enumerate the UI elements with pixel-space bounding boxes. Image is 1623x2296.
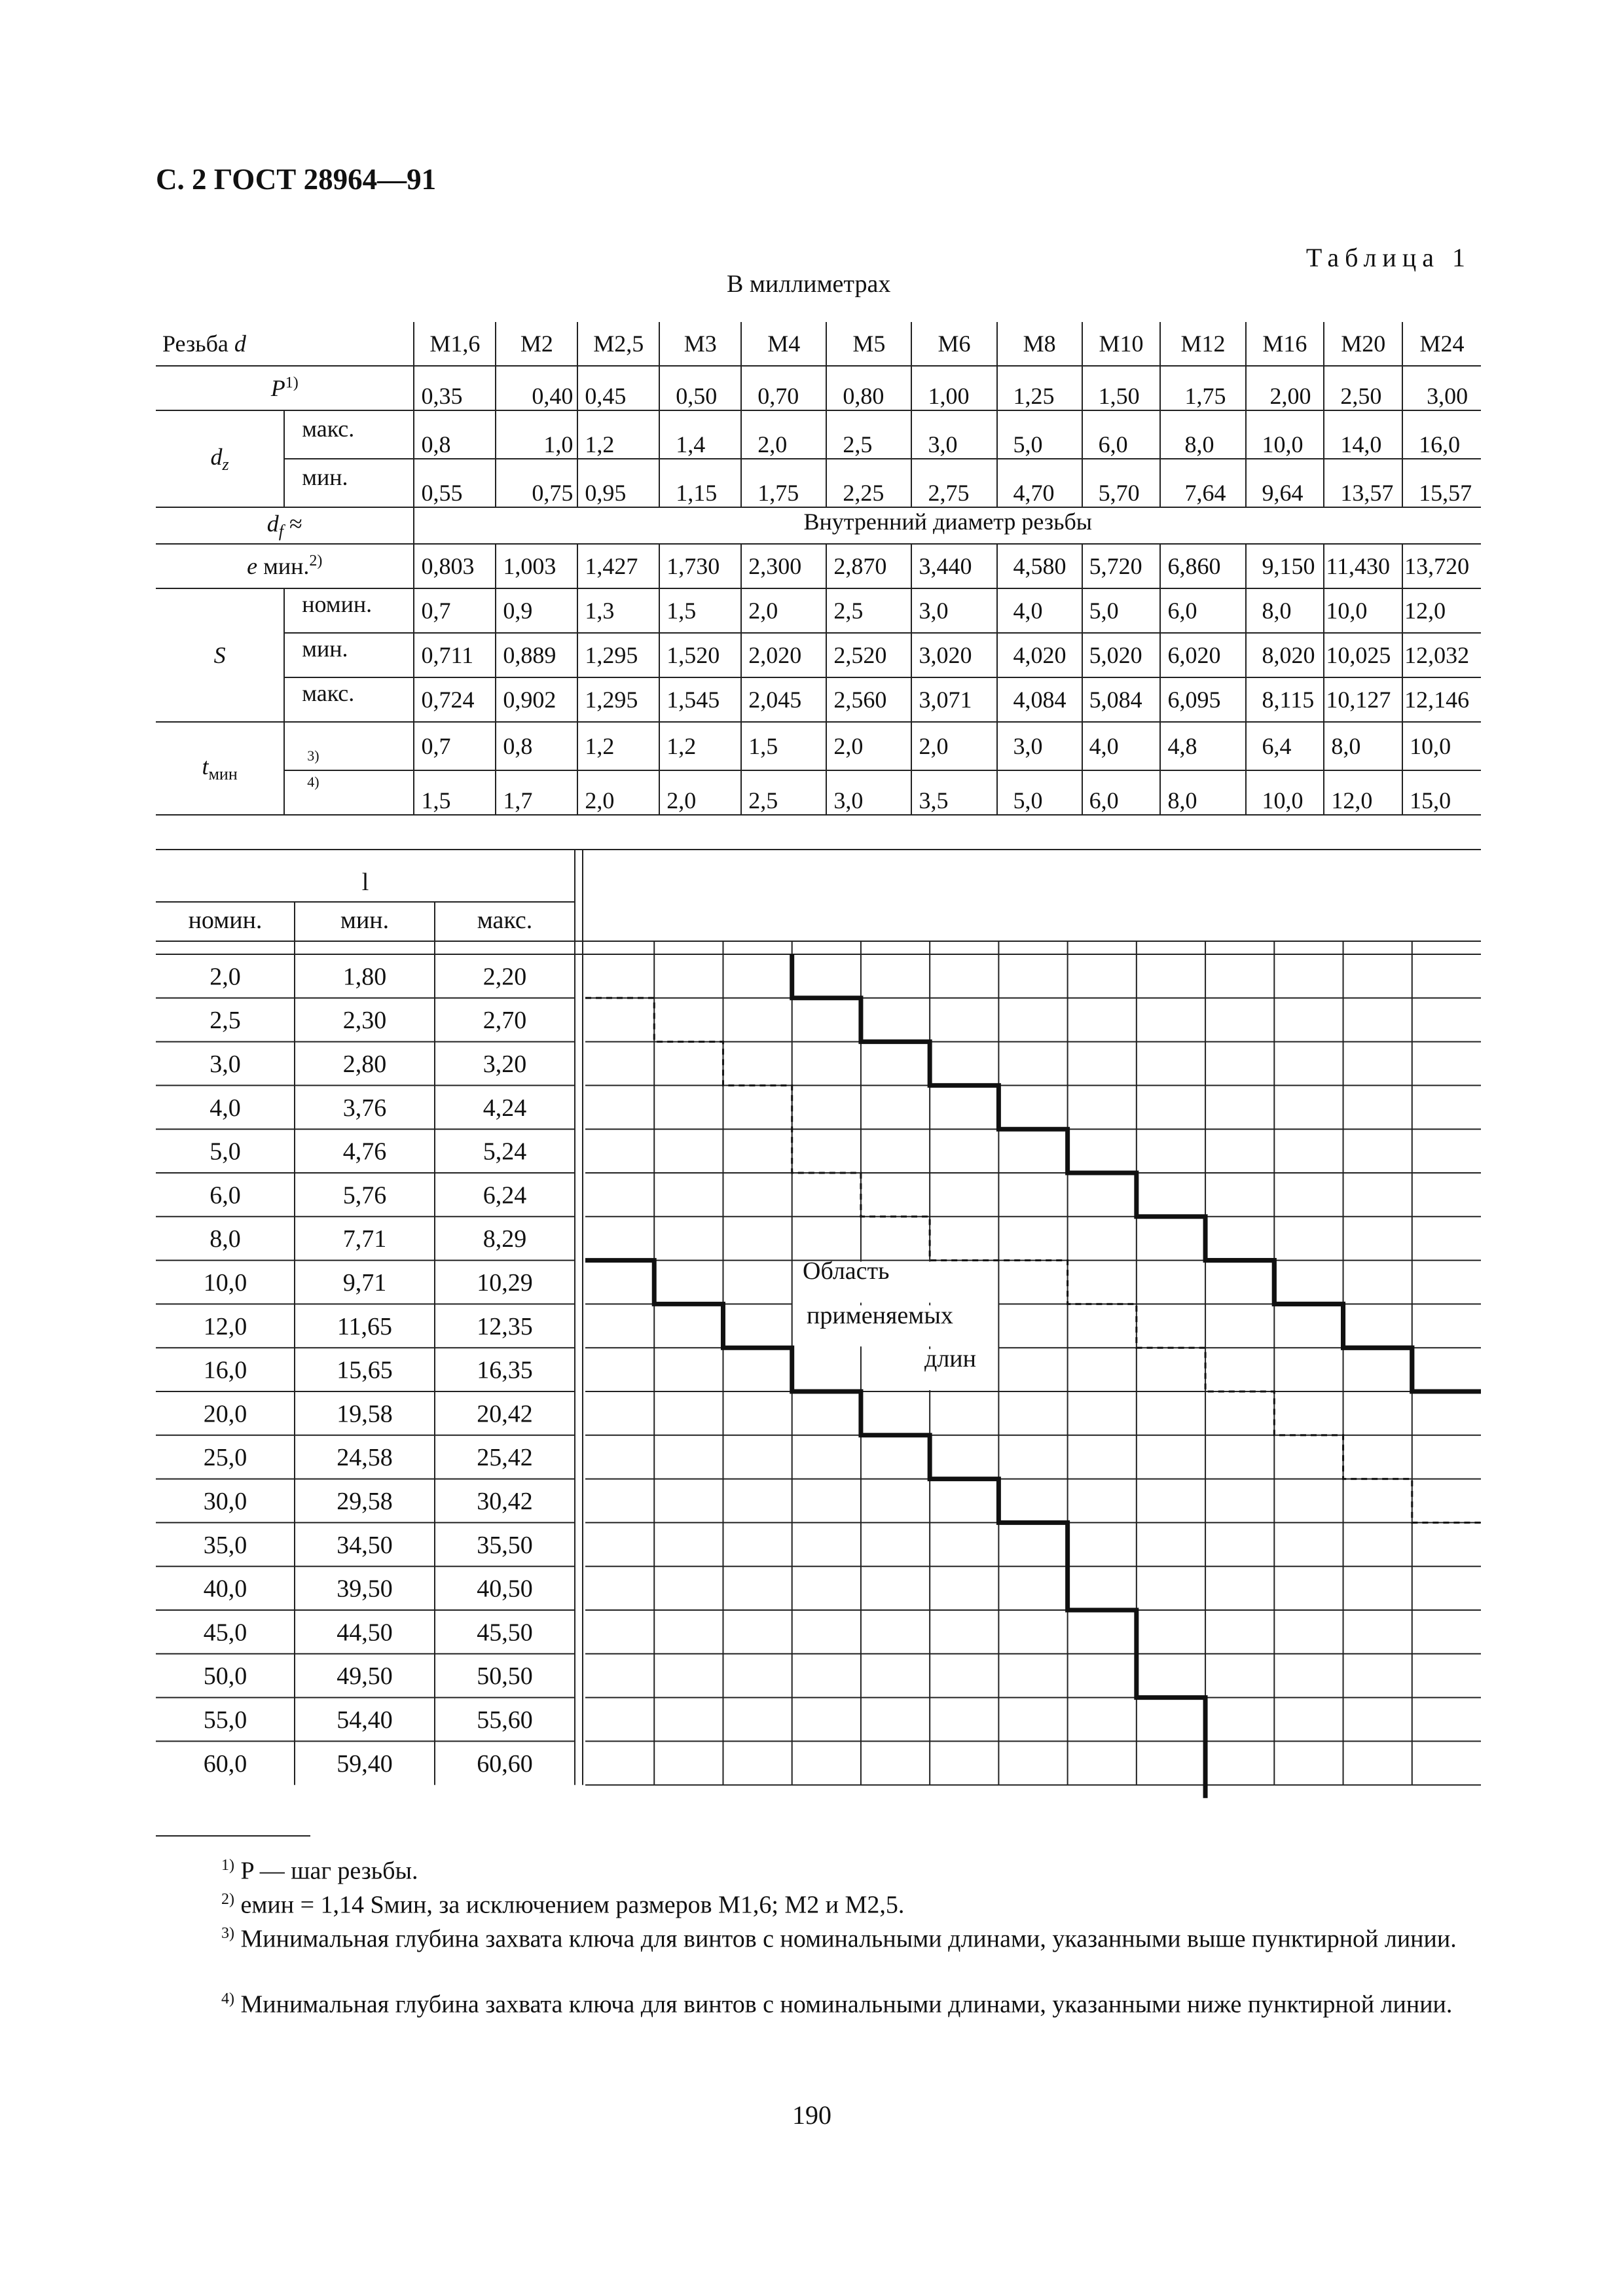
dz-max-value: 2,0 bbox=[741, 410, 826, 459]
s-nom-value: 3,0 bbox=[911, 588, 996, 633]
s-min-value: 12,032 bbox=[1402, 633, 1481, 677]
t3-value: 10,0 bbox=[1402, 722, 1481, 770]
df-symbol: d bbox=[266, 510, 279, 537]
e-value: 4,580 bbox=[997, 544, 1082, 588]
footnote-4-text: Минимальная глубина захвата ключа для винтов с номинальными длинами, указанными ниже пунктирной линии. bbox=[240, 1990, 1453, 2018]
length-nominal: 4,0 bbox=[210, 1094, 241, 1122]
dz-min-value: 1,15 bbox=[659, 459, 741, 507]
length-max: 12,35 bbox=[477, 1312, 533, 1340]
length-nominal: 35,0 bbox=[203, 1531, 247, 1559]
length-max: 35,50 bbox=[477, 1531, 533, 1559]
t4-value: 5,0 bbox=[997, 770, 1082, 815]
length-nominal: 3,0 bbox=[210, 1050, 241, 1078]
e-value: 1,003 bbox=[496, 544, 577, 588]
pitch-value: 1,25 bbox=[997, 366, 1082, 410]
e-value: 0,803 bbox=[414, 544, 496, 588]
t4-note: 4) bbox=[284, 770, 414, 815]
length-max: 3,20 bbox=[483, 1050, 527, 1078]
t4-value: 10,0 bbox=[1246, 770, 1324, 815]
s-max-value: 0,902 bbox=[496, 677, 577, 722]
length-nominal: 5,0 bbox=[210, 1138, 241, 1166]
t3-value: 2,0 bbox=[826, 722, 911, 770]
pitch-value: 0,50 bbox=[659, 366, 741, 410]
length-max: 6,24 bbox=[483, 1181, 527, 1210]
footnote-1-text: P — шаг резьбы. bbox=[240, 1857, 418, 1885]
e-value: 9,150 bbox=[1246, 544, 1324, 588]
s-nom-value: 12,0 bbox=[1402, 588, 1481, 633]
s-max-value: 8,115 bbox=[1246, 677, 1324, 722]
dz-max-value: 5,0 bbox=[997, 410, 1082, 459]
length-max: 16,35 bbox=[477, 1356, 533, 1384]
length-max: 50,50 bbox=[477, 1662, 533, 1691]
s-min-value: 1,295 bbox=[577, 633, 659, 677]
length-nominal: 40,0 bbox=[203, 1575, 247, 1603]
s-max-value: 4,084 bbox=[997, 677, 1082, 722]
size-cell: М1,6 bbox=[414, 322, 496, 366]
grid-text bbox=[189, 869, 533, 1778]
s-min-value: 2,520 bbox=[826, 633, 911, 677]
dz-min-value: 5,70 bbox=[1082, 459, 1161, 507]
length-max: 20,42 bbox=[477, 1400, 533, 1428]
s-nom-value: 5,0 bbox=[1082, 588, 1161, 633]
length-min: 5,76 bbox=[342, 1181, 387, 1210]
t-subscript: мин bbox=[208, 764, 238, 784]
dz-max-value: 1,4 bbox=[659, 410, 741, 459]
length-nominal: 10,0 bbox=[203, 1269, 247, 1297]
length-max: 40,50 bbox=[477, 1575, 533, 1603]
s-min-value: 0,711 bbox=[414, 633, 496, 677]
pitch-value: 0,80 bbox=[826, 366, 911, 410]
length-nominal: 25,0 bbox=[203, 1444, 247, 1472]
max-length-boundary bbox=[585, 1261, 1205, 1799]
footnote-3 bbox=[156, 1918, 1481, 1955]
t4-value: 2,0 bbox=[659, 770, 741, 815]
s-min-value: 6,020 bbox=[1160, 633, 1245, 677]
e-value: 6,860 bbox=[1160, 544, 1245, 588]
size-cell: М24 bbox=[1402, 322, 1481, 366]
length-min: 29,58 bbox=[337, 1488, 393, 1515]
t4-value: 3,0 bbox=[826, 770, 911, 815]
e-value: 2,870 bbox=[826, 544, 911, 588]
pitch-value: 2,50 bbox=[1324, 366, 1402, 410]
t4-value: 12,0 bbox=[1324, 770, 1402, 815]
length-nominal: 6,0 bbox=[210, 1181, 241, 1210]
s-min-value: 1,520 bbox=[659, 633, 741, 677]
dz-min-value: 0,75 bbox=[496, 459, 577, 507]
table-caption: Таблица 1 bbox=[1305, 243, 1471, 272]
size-cell: М20 bbox=[1324, 322, 1402, 366]
s-min-value: 8,020 bbox=[1246, 633, 1324, 677]
length-min: 49,50 bbox=[337, 1662, 393, 1691]
length-nominal: 2,5 bbox=[210, 1007, 241, 1035]
e-label-text: мин. bbox=[263, 553, 310, 579]
s-nom-label: номин. bbox=[284, 588, 414, 633]
dz-min-value: 2,25 bbox=[826, 459, 911, 507]
units-note: В миллиметрах bbox=[727, 270, 891, 298]
e-value: 5,720 bbox=[1082, 544, 1161, 588]
region-label-line3: длин bbox=[924, 1345, 976, 1372]
t3-value: 4,0 bbox=[1082, 722, 1161, 770]
length-min: 34,50 bbox=[337, 1531, 393, 1559]
length-max: 5,24 bbox=[483, 1138, 527, 1166]
l-header-label: l bbox=[361, 869, 369, 896]
length-max: 8,29 bbox=[483, 1225, 527, 1253]
pitch-value: 0,70 bbox=[741, 366, 826, 410]
e-value: 3,440 bbox=[911, 544, 996, 588]
t4-value: 2,5 bbox=[741, 770, 826, 815]
s-nom-value: 2,5 bbox=[826, 588, 911, 633]
t3-value: 1,2 bbox=[577, 722, 659, 770]
t3-value: 6,4 bbox=[1246, 722, 1324, 770]
footnote-3-text: Минимальная глубина захвата ключа для винтов с номинальными длинами, указанными выше пунктирной линии. bbox=[240, 1925, 1457, 1953]
length-min: 39,50 bbox=[337, 1575, 393, 1603]
length-min: 59,40 bbox=[337, 1749, 393, 1778]
length-min: 15,65 bbox=[337, 1356, 393, 1384]
s-min-value: 4,020 bbox=[997, 633, 1082, 677]
df-approx: ≈ bbox=[289, 510, 302, 537]
footnote-3-num: 3) bbox=[221, 1925, 234, 1942]
length-min: 1,80 bbox=[342, 963, 387, 991]
length-min: 7,71 bbox=[342, 1225, 387, 1253]
length-nominal: 50,0 bbox=[203, 1662, 247, 1691]
size-cell: М2 bbox=[496, 322, 577, 366]
s-min-value: 3,020 bbox=[911, 633, 996, 677]
pitch-value: 0,35 bbox=[414, 366, 496, 410]
dz-min-value: 1,75 bbox=[741, 459, 826, 507]
size-cell: М2,5 bbox=[577, 322, 659, 366]
pitch-symbol: P bbox=[270, 375, 285, 401]
t4-value: 1,5 bbox=[414, 770, 496, 815]
t4-value: 15,0 bbox=[1402, 770, 1481, 815]
s-nom-value: 2,0 bbox=[741, 588, 826, 633]
footnote-4 bbox=[156, 1983, 1481, 2020]
dz-min-value: 0,95 bbox=[577, 459, 659, 507]
s-max-value: 12,146 bbox=[1402, 677, 1481, 722]
length-min: 4,76 bbox=[342, 1138, 387, 1166]
length-nominal: 30,0 bbox=[203, 1488, 247, 1515]
dz-max-value: 2,5 bbox=[826, 410, 911, 459]
page-header: С. 2 ГОСТ 28964—91 bbox=[156, 163, 437, 196]
pitch-value: 3,00 bbox=[1402, 366, 1481, 410]
pitch-value: 0,40 bbox=[496, 366, 577, 410]
t4-value: 1,7 bbox=[496, 770, 577, 815]
page-number: 190 bbox=[792, 2100, 831, 2130]
t3-note: 3) bbox=[284, 722, 414, 770]
size-cell: М10 bbox=[1082, 322, 1161, 366]
dz-max-value: 8,0 bbox=[1160, 410, 1245, 459]
s-nom-value: 10,0 bbox=[1324, 588, 1402, 633]
footnote-2-text: eмин = 1,14 Sмин, за исключением размеров М1,6; М2 и М2,5. bbox=[240, 1891, 905, 1919]
length-nominal: 12,0 bbox=[203, 1312, 247, 1340]
s-max-value: 10,127 bbox=[1324, 677, 1402, 722]
pitch-value: 1,75 bbox=[1160, 366, 1245, 410]
pitch-value: 1,00 bbox=[911, 366, 996, 410]
min-column-header: мин. bbox=[340, 906, 390, 934]
length-min: 2,30 bbox=[342, 1007, 387, 1035]
dz-max-value: 1,2 bbox=[577, 410, 659, 459]
s-max-label: макс. bbox=[284, 677, 414, 722]
dz-min-value: 0,55 bbox=[414, 459, 496, 507]
dz-min-label: мин. bbox=[284, 459, 414, 507]
dz-max-value: 16,0 bbox=[1402, 410, 1481, 459]
length-min: 2,80 bbox=[342, 1050, 387, 1078]
e-value: 11,430 bbox=[1324, 544, 1402, 588]
s-max-value: 1,545 bbox=[659, 677, 741, 722]
s-max-value: 1,295 bbox=[577, 677, 659, 722]
s-min-value: 10,025 bbox=[1324, 633, 1402, 677]
t4-value: 3,5 bbox=[911, 770, 996, 815]
s-nom-value: 1,5 bbox=[659, 588, 741, 633]
pitch-note: 1) bbox=[285, 374, 299, 391]
e-value: 13,720 bbox=[1402, 544, 1481, 588]
length-nominal: 55,0 bbox=[203, 1706, 247, 1734]
dz-min-value: 9,64 bbox=[1246, 459, 1324, 507]
size-cell: М5 bbox=[826, 322, 911, 366]
size-cell: М3 bbox=[659, 322, 741, 366]
t3-value: 8,0 bbox=[1324, 722, 1402, 770]
s-max-value: 6,095 bbox=[1160, 677, 1245, 722]
length-max: 10,29 bbox=[477, 1269, 533, 1297]
length-nominal: 8,0 bbox=[210, 1225, 241, 1253]
e-label-cell: e мин.$^{2)}$ bbox=[156, 544, 414, 588]
nom-column-header: номин. bbox=[188, 906, 263, 934]
length-nominal: 20,0 bbox=[203, 1400, 247, 1428]
length-min: 3,76 bbox=[342, 1094, 387, 1122]
dz-max-value: 6,0 bbox=[1082, 410, 1161, 459]
s-max-value: 2,560 bbox=[826, 677, 911, 722]
t3-value: 2,0 bbox=[911, 722, 996, 770]
length-max: 2,70 bbox=[483, 1007, 527, 1035]
length-max: 55,60 bbox=[477, 1706, 533, 1734]
length-max: 60,60 bbox=[477, 1749, 533, 1778]
s-min-value: 0,889 bbox=[496, 633, 577, 677]
length-max: 25,42 bbox=[477, 1444, 533, 1472]
df-value: Внутренний диаметр резьбы bbox=[414, 507, 1481, 544]
s-nom-value: 0,7 bbox=[414, 588, 496, 633]
dz-min-value: 15,57 bbox=[1402, 459, 1481, 507]
dz-min-value: 7,64 bbox=[1160, 459, 1245, 507]
footnote-separator bbox=[156, 1835, 310, 1837]
footnote-2 bbox=[156, 1884, 1481, 1921]
length-max: 45,50 bbox=[477, 1619, 533, 1647]
t3-value: 1,2 bbox=[659, 722, 741, 770]
s-nom-value: 1,3 bbox=[577, 588, 659, 633]
max-column-header: макс. bbox=[477, 906, 533, 934]
dz-subscript: z bbox=[222, 455, 229, 475]
footnote-1 bbox=[156, 1850, 1481, 1887]
dz-min-value: 4,70 bbox=[997, 459, 1082, 507]
length-min: 44,50 bbox=[337, 1619, 393, 1647]
size-cell: М16 bbox=[1246, 322, 1324, 366]
pitch-value: 2,00 bbox=[1246, 366, 1324, 410]
s-max-value: 3,071 bbox=[911, 677, 996, 722]
s-nom-value: 6,0 bbox=[1160, 588, 1245, 633]
length-min: 54,40 bbox=[337, 1706, 393, 1734]
dz-max-value: 10,0 bbox=[1246, 410, 1324, 459]
s-min-value: 2,020 bbox=[741, 633, 826, 677]
t3-value: 1,5 bbox=[741, 722, 826, 770]
e-note: 2) bbox=[309, 552, 323, 569]
dz-symbol: d bbox=[210, 443, 223, 470]
region-label-line2: применяемых bbox=[807, 1302, 953, 1329]
s-symbol: S bbox=[213, 642, 226, 668]
t3-value: 3,0 bbox=[997, 722, 1082, 770]
pitch-value: 1,50 bbox=[1082, 366, 1161, 410]
length-nominal: 45,0 bbox=[203, 1619, 247, 1647]
s-max-value: 5,084 bbox=[1082, 677, 1161, 722]
dz-max-value: 14,0 bbox=[1324, 410, 1402, 459]
e-value: 2,300 bbox=[741, 544, 826, 588]
dz-min-value: 13,57 bbox=[1324, 459, 1402, 507]
e-value: 1,730 bbox=[659, 544, 741, 588]
t3-value: 0,8 bbox=[496, 722, 577, 770]
size-cell: М6 bbox=[911, 322, 996, 366]
size-cell: М12 bbox=[1160, 322, 1245, 366]
s-max-value: 0,724 bbox=[414, 677, 496, 722]
dz-max-value: 3,0 bbox=[911, 410, 996, 459]
e-value: 1,427 bbox=[577, 544, 659, 588]
dz-min-value: 2,75 bbox=[911, 459, 996, 507]
length-max: 2,20 bbox=[483, 963, 527, 991]
length-nominal: 2,0 bbox=[210, 963, 241, 991]
footnote-1-num: 1) bbox=[221, 1857, 234, 1874]
length-min: 19,58 bbox=[337, 1400, 393, 1428]
s-min-label: мин. bbox=[284, 633, 414, 677]
s-nom-value: 8,0 bbox=[1246, 588, 1324, 633]
t-symbol: t bbox=[202, 753, 209, 780]
t4-value: 2,0 bbox=[577, 770, 659, 815]
dz-max-value: 0,8 bbox=[414, 410, 496, 459]
dz-max-value: 1,0 bbox=[496, 410, 577, 459]
length-min: 11,65 bbox=[337, 1312, 393, 1340]
s-nom-value: 0,9 bbox=[496, 588, 577, 633]
t3-value: 4,8 bbox=[1160, 722, 1245, 770]
size-cell: М4 bbox=[741, 322, 826, 366]
footnote-2-num: 2) bbox=[221, 1891, 234, 1908]
length-min: 24,58 bbox=[337, 1444, 393, 1472]
length-max: 30,42 bbox=[477, 1488, 533, 1515]
t4-value: 8,0 bbox=[1160, 770, 1245, 815]
dz-max-label: макс. bbox=[284, 410, 414, 459]
size-cell: М8 bbox=[997, 322, 1082, 366]
length-max: 4,24 bbox=[483, 1094, 527, 1122]
pitch-value: 0,45 bbox=[577, 366, 659, 410]
length-nominal: 60,0 bbox=[203, 1749, 247, 1778]
t4-value: 6,0 bbox=[1082, 770, 1161, 815]
df-subscript: f bbox=[278, 522, 283, 541]
thread-label: Резьба bbox=[162, 331, 228, 357]
thread-symbol: d bbox=[234, 331, 246, 357]
length-min: 9,71 bbox=[342, 1269, 387, 1297]
length-nominal: 16,0 bbox=[203, 1356, 247, 1384]
s-max-value: 2,045 bbox=[741, 677, 826, 722]
s-nom-value: 4,0 bbox=[997, 588, 1082, 633]
grid-steps bbox=[585, 954, 1481, 1798]
region-label-line1: Область bbox=[803, 1257, 890, 1285]
footnote-4-num: 4) bbox=[221, 1990, 234, 2007]
s-min-value: 5,020 bbox=[1082, 633, 1161, 677]
t3-value: 0,7 bbox=[414, 722, 496, 770]
